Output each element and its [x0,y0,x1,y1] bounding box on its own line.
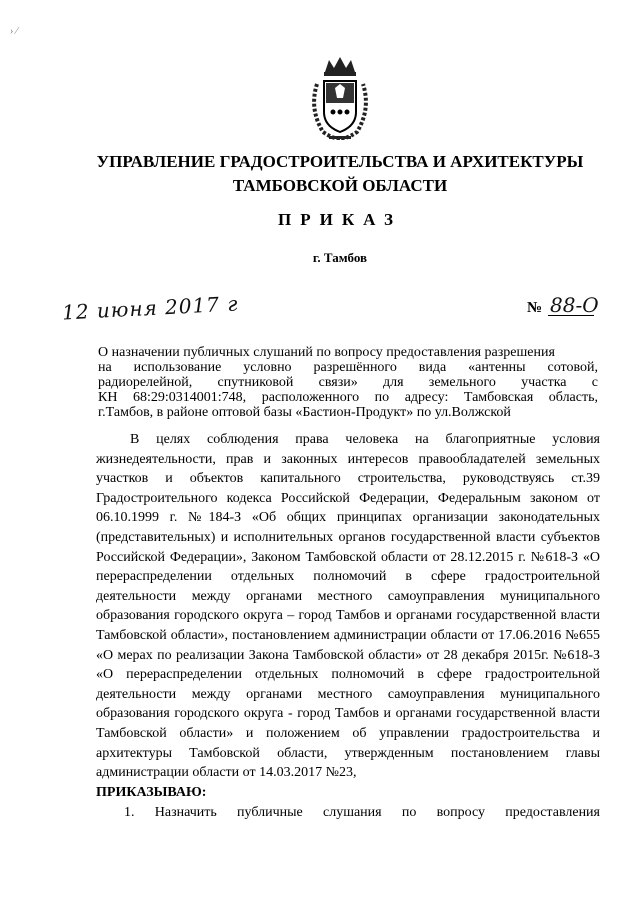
subject-line: на использование условно разрешённого вида «антенны сотовой, [98,360,598,375]
organization-name [60,150,620,198]
number-label: № [527,300,543,316]
document-type-title: ПРИКАЗ [278,210,402,229]
number-underline [548,315,594,316]
preamble-paragraph: В целях соблюдения права человека на благоприятные условия жизнедеятельности, прав и законных интересов правообладателей земельных участков и объектов капитального строительства, руководствуясь ст.39 Градостроительного кодекса Российской Федерации, Федеральным законом от 06.10.1999 г. №184-З «Об общих принципах организации законодательных (представительных) и исполнительных органов государственной власти субъектов Российской Федерации», Законом Тамбовской области от 28.12.2015 г. №618-З «О перераспределении отдельных полномочий в сфере градостроительной деятельности между органами местного самоуправления муниципального образования городского округа – город Тамбов и органами государственной власти Тамбовской области», постановлением администрации области от 17.06.2016 №655 «О мерах по реализации Закона Тамбовской области» от 28 декабря 2015г. №618-З «О перераспределении отдельных полномочий в сфере градостроительной деятельности между органами местного самоуправления муниципального образования городского округа - город Тамбов и органами государственной власти Тамбовской области» и положением об управлении градостроительства и архитектуры Тамбовской области, утвержденным постановлением главы администрации области от 14.03.2017 №23, [96,432,600,781]
subject-line: О назначении публичных слушаний по вопросу предоставления разрешения [98,345,555,360]
order-subject [98,345,598,420]
subject-line: радиорелейной, спутниковой связи» для земельного участка с [98,375,598,390]
city-line: г. Тамбов [312,250,368,265]
subject-line: КН 68:29:0314001:748, расположенного по адресу: Тамбовская область, [98,390,598,405]
order-preamble [96,430,600,783]
order-directive-word: ПРИКАЗЫВАЮ: [96,785,207,800]
subject-line: г.Тамбов, в районе оптовой базы «Бастион-Продукт» по ул.Волжской [98,405,511,420]
handwritten-date: 12 июня 2017 г [61,291,239,325]
order-item-1: 1. Назначить публичные слушания по вопросу предоставления [124,805,600,820]
margin-mark: › ⁄ [10,26,18,37]
organization-line-1: УПРАВЛЕНИЕ ГРАДОСТРОИТЕЛЬСТВА И АРХИТЕКТУРЫ [96,152,584,171]
handwritten-number: 88-О [550,293,599,317]
organization-line-2: ТАМБОВСКОЙ ОБЛАСТИ [232,176,448,195]
coat-of-arms-emblem [305,54,375,140]
